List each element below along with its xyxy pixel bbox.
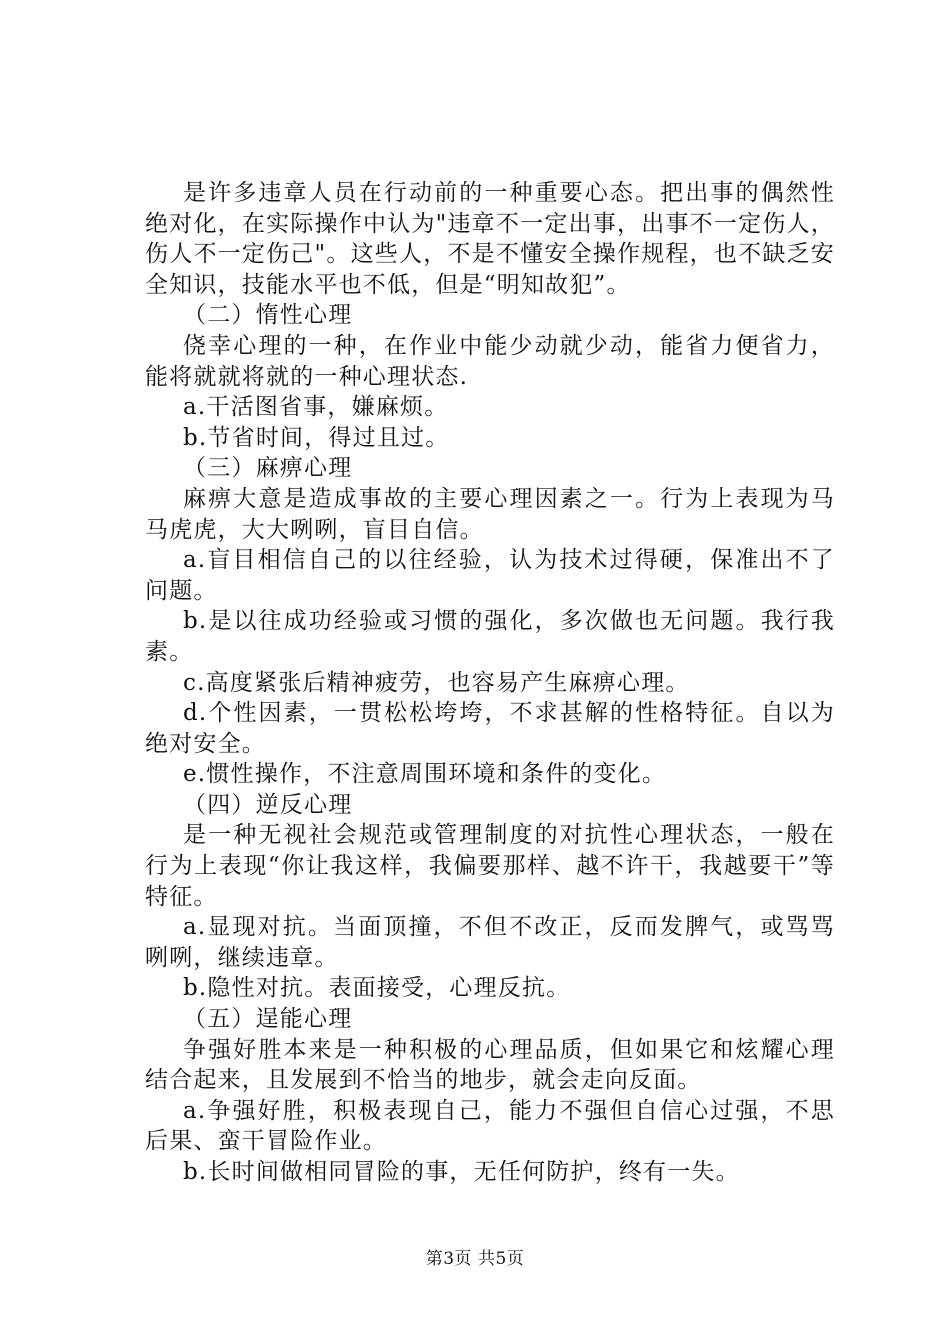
list-item: a.显现对抗。当面顶撞，不但不改正，反而发脾气，或骂骂咧咧，继续违章。	[145, 914, 835, 971]
paragraph: 侥幸心理的一种，在作业中能少动就少动，能省力便省力，能将就就将就的一种心理状态.	[145, 332, 835, 390]
list-item: a.争强好胜，积极表现自己，能力不强但自信心过强，不思后果、蛮干冒险作业。	[145, 1097, 835, 1155]
page-number: 第3页 共5页	[425, 1249, 525, 1269]
list-item: b.长时间做相同冒险的事，无任何防护，终有一失。	[183, 1159, 740, 1185]
list-item: a.盲目相信自己的以往经验，认为技术过得硬，保准出不了问题。	[145, 547, 835, 604]
document-body	[145, 178, 835, 1188]
paragraph: 争强好胜本来是一种积极的心理品质，但如果它和炫耀心理结合起来，且发展到不恰当的地步，就会走向反面。	[145, 1036, 835, 1094]
list-item: a.干活图省事，嫌麻烦。	[183, 394, 449, 421]
section-heading: （五）逞能心理	[183, 1006, 353, 1033]
paragraph: 是一种无视社会规范或管理制度的对抗性心理状态，一般在行为上表现“你让我这样，我偏要那样、越不许干，我越要干”等特征。	[145, 822, 835, 910]
list-item: d.个性因素，一贯松松垮垮，不求甚解的性格特征。自以为绝对安全。	[145, 700, 835, 757]
list-item: b.隐性对抗。表面接受，心理反抗。	[183, 975, 571, 1002]
section-heading: （二）惰性心理	[183, 302, 353, 329]
paragraph: 麻痹大意是造成事故的主要心理因素之一。行为上表现为马马虎虎，大大咧咧，盲目自信。	[145, 485, 835, 543]
section-heading: （四）逆反心理	[183, 791, 353, 818]
list-item: c.高度紧张后精神疲劳，也容易产生麻痹心理。	[183, 669, 690, 696]
list-item: b.是以往成功经验或习惯的强化，多次做也无问题。我行我素。	[145, 608, 835, 665]
paragraph: 是许多违章人员在行动前的一种重要心态。把出事的偶然性绝对化，在实际操作中认为"违章不一定出事，出事不一定伤人，伤人不一定伤己"。这些人，不是不懂安全操作规程，也不缺乏安全知识，技能水平也不低，但是“明知故犯”。	[145, 180, 835, 298]
page-footer	[0, 1244, 950, 1269]
list-item: e.惯性操作，不注意周围环境和条件的变化。	[183, 761, 667, 788]
section-heading: （三）麻痹心理	[183, 455, 353, 482]
list-item: b.节省时间，得过且过。	[183, 424, 450, 451]
